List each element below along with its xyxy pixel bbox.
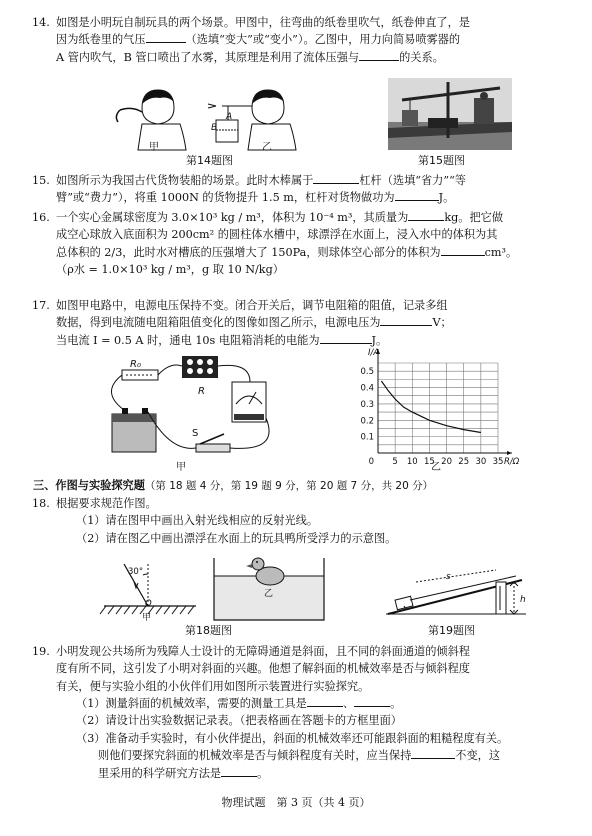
label-A: A (226, 112, 233, 122)
section-3-header (33, 477, 573, 494)
q14-figure (112, 80, 312, 160)
answer-blank[interactable] (380, 314, 432, 326)
x-tick-label: 15 (424, 457, 435, 467)
label-yi: 乙 (264, 589, 274, 599)
question-16 (32, 209, 564, 278)
q19-sub-3-line-3: 里采用的科学研究方法是 。 (98, 766, 269, 780)
answer-blank[interactable] (359, 49, 399, 61)
question-19 (32, 643, 564, 782)
x-axis-label: R/Ω (504, 457, 520, 467)
label-s: s (446, 572, 451, 582)
caption-19: 第19题图 (428, 624, 475, 637)
q18-line-1: 根据要求规范作图。 (56, 497, 157, 510)
question-number: 15. (32, 174, 50, 187)
q15-figure (388, 78, 512, 150)
label-yi: 乙 (431, 462, 441, 473)
data-curve (381, 381, 481, 433)
current-resistance-chart (348, 345, 528, 473)
answer-blank[interactable] (221, 765, 257, 777)
question-number: 17. (32, 299, 50, 312)
answer-blank[interactable] (313, 172, 359, 184)
label-B: B (211, 123, 218, 133)
y-tick-label: 0.2 (360, 416, 374, 427)
caption-18: 第18题图 (185, 624, 232, 637)
q16-line-1: 一个实心金属球密度为 3.0×10³ kg / m³，体积为 10⁻⁴ m³，其质量为 kg。把它做 (56, 211, 504, 224)
y-tick-label: 0.1 (360, 432, 374, 443)
q19-line-1: 小明发现公共场所为残障人士设计的无障碍通道是斜面，且不同的斜面通道的倾斜程 (56, 645, 470, 658)
q19-sub-3: （3）准备动手实验时，有小伙伴提出，斜面的机械效率还可能跟斜面的粗糙程度有关。 (76, 731, 509, 745)
question-18 (32, 495, 564, 547)
question-number: 18. (32, 497, 50, 510)
x-axis-arrow (507, 451, 512, 455)
q19-incline-figure (376, 564, 536, 620)
x-tick-label: 30 (475, 457, 487, 467)
x-tick-label: 35 (492, 457, 504, 467)
label-h: h (520, 595, 526, 605)
caption-15: 第15题图 (418, 154, 465, 167)
q14-line-2: 因为纸卷里的气压 （选填“变大”或“变小”）。乙图中，用力向简易喷雾器的 (56, 33, 461, 47)
q17-line-1: 如图甲电路中，电源电压保持不变。闭合开关后，调节电阻箱的阻值，记录多组 (56, 299, 448, 312)
answer-blank[interactable] (307, 695, 343, 707)
question-number: 16. (32, 211, 50, 224)
q17-line-2: 数据，得到电流随电阻箱阻值变化的图像如图乙所示，电源电压为 V； (56, 316, 452, 330)
answer-blank[interactable] (411, 747, 455, 759)
answer-blank[interactable] (441, 244, 485, 256)
y-axis-label: I/A (368, 348, 380, 358)
label-jia: 甲 (149, 142, 159, 153)
question-number: 19. (32, 645, 50, 658)
q14-line-1: 如图是小明玩自制玩具的两个场景。甲图中，往弯曲的纸卷里吹气，纸卷伸直了，是 (56, 16, 470, 29)
q19-sub-3-line-2: 则他们要探究斜面的机械效率是否与倾斜程度有关时，应当保持 不变，这 (98, 749, 501, 763)
question-number: 14. (32, 16, 50, 29)
x-tick-label: 10 (406, 457, 418, 467)
q18-sub-1: （1）请在图甲中画出入射光线相应的反射光线。 (76, 514, 319, 528)
origin-label: 0 (368, 457, 374, 467)
q19-line-2: 度有所不同，这引发了小明对斜面的兴趣。他想了解斜面的机械效率是否与倾斜程度 (56, 662, 470, 676)
q19-sub-2: （2）请设计出实验数据记录表。（把表格画在答题卡的方框里面） (76, 714, 402, 728)
q16-line-3: 总体积的 2/3，此时水对槽底的压强增大了 150Pa，则球体空心部分的体积为 cm³。 (56, 245, 518, 259)
q16-line-4: （ρ水 = 1.0×10³ kg / m³，g 取 10 N/kg） (56, 263, 284, 277)
label-jia: 甲 (176, 462, 186, 473)
answer-blank[interactable] (320, 332, 372, 344)
answer-blank[interactable] (146, 31, 186, 43)
question-17 (32, 297, 564, 349)
y-tick-label: 0.4 (360, 383, 374, 394)
q15-line-1: 如图所示为我国古代货物装船的场景。此时木棒属于 杠杆（选填“省力”“等 (56, 174, 466, 187)
q18-sub-2: （2）请在图乙中画出漂浮在水面上的玩具鸭所受浮力的示意图。 (76, 531, 397, 545)
label-O: O (145, 599, 152, 609)
section-title: 三、作图与实验探究题 (33, 479, 145, 492)
y-tick-label: 0.5 (360, 367, 374, 378)
label-yi: 乙 (262, 142, 272, 153)
label-jia: 甲 (142, 613, 152, 623)
angle-label: 30° (128, 567, 144, 577)
question-14 (32, 14, 564, 66)
q15-line-2: 臂”或“费力”），将重 1000N 的货物提升 1.5 m，杠杆对货物做功为 J。 (56, 191, 455, 205)
answer-blank[interactable] (395, 189, 439, 201)
label-R: R (198, 386, 205, 397)
q19-sub-1: （1）测量斜面的机械效率，需要的测量工具是 、 。 (76, 697, 402, 711)
caption-14: 第14题图 (186, 154, 233, 167)
question-15 (32, 172, 564, 207)
answer-blank[interactable] (354, 695, 390, 707)
x-tick-label: 20 (441, 457, 452, 467)
label-R0: R₀ (130, 359, 141, 370)
label-S: S (192, 428, 199, 439)
y-tick-label: 0.3 (360, 399, 374, 410)
q19-line-3: 有关，便与实验小组的小伙伴们用如图所示装置进行实验探究。 (56, 679, 370, 693)
answer-blank[interactable] (408, 209, 444, 221)
section-note: （第 18 题 4 分，第 19 题 9 分，第 20 题 7 分，共 20 分） (144, 480, 434, 492)
x-tick-label: 5 (392, 457, 398, 467)
q14-line-3: A 管内吹气，B 管口喷出了水雾，其原理是利用了流体压强与 的关系。 (56, 50, 444, 64)
x-tick-label: 25 (458, 457, 470, 467)
q17-line-3: 当电流 I = 0.5 A 时，通电 10s 电阻箱消耗的电能为 J。 (56, 333, 388, 347)
q16-line-2: 成空心球放入底面积为 200cm² 的圆柱体水槽中，球漂浮在水面上，浸入水中的体积为其 (56, 228, 498, 242)
page-footer: 物理试题 第 3 页（共 4 页） (221, 796, 371, 809)
